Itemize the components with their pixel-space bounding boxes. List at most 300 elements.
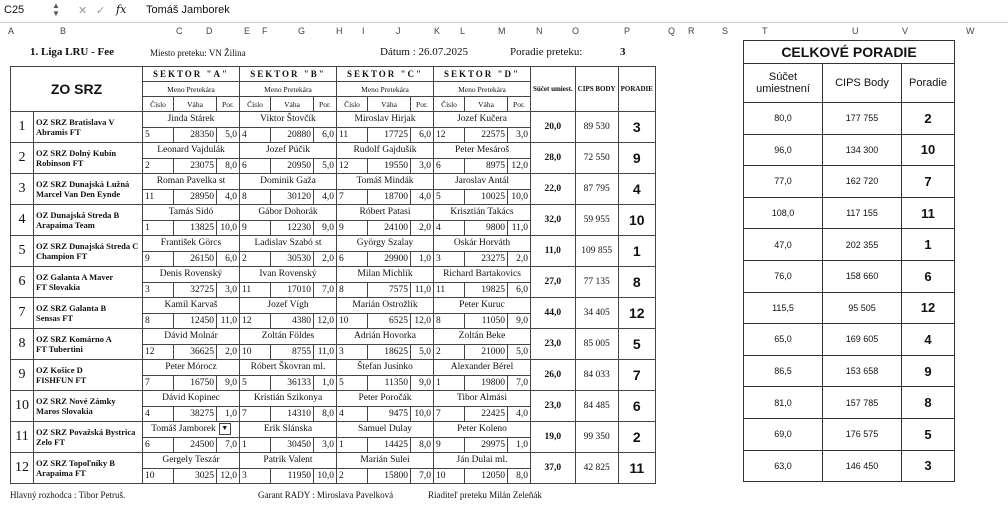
row-number[interactable]: 10 xyxy=(11,391,34,422)
sum-cell[interactable]: 28,0 xyxy=(531,143,576,174)
confirm-icon[interactable]: ✓ xyxy=(96,5,106,17)
column-header[interactable]: O xyxy=(572,26,580,36)
competitor-number[interactable]: 1 xyxy=(434,375,465,391)
competitor-placement[interactable]: 3,0 xyxy=(508,127,531,143)
overall-sum[interactable]: 86,5 xyxy=(744,355,823,387)
column-header[interactable]: W xyxy=(966,26,975,36)
place-cell[interactable]: 10 xyxy=(618,205,655,236)
competitor-placement[interactable]: 4,0 xyxy=(217,189,240,205)
sector-header[interactable]: SEKTOR "A" xyxy=(143,67,240,82)
weight-header[interactable]: Váha xyxy=(174,97,217,112)
competitor-number[interactable]: 12 xyxy=(143,344,174,360)
overall-cips[interactable]: 117 155 xyxy=(823,197,902,229)
column-header[interactable]: K xyxy=(434,26,441,36)
overall-sum[interactable]: 47,0 xyxy=(744,229,823,261)
overall-place[interactable]: 5 xyxy=(902,418,955,450)
competitor-placement[interactable]: 2,0 xyxy=(314,251,337,267)
competitor-name[interactable] xyxy=(337,143,434,159)
competitor-placement[interactable]: 11,0 xyxy=(217,313,240,329)
team-name[interactable] xyxy=(34,205,143,236)
competitor-number[interactable]: 10 xyxy=(337,313,368,329)
competitor-number[interactable]: 8 xyxy=(337,282,368,298)
competitor-weight[interactable]: 20950 xyxy=(271,158,314,174)
competitor-name[interactable] xyxy=(240,267,337,283)
row-number[interactable]: 6 xyxy=(11,267,34,298)
competitor-weight[interactable]: 29900 xyxy=(368,251,411,267)
overall-cips[interactable]: 153 658 xyxy=(823,355,902,387)
competitor-placement[interactable]: 6,0 xyxy=(411,127,434,143)
column-header[interactable]: H xyxy=(336,26,343,36)
competitor-placement[interactable]: 1,0 xyxy=(314,375,337,391)
competitor-name[interactable] xyxy=(143,174,240,190)
column-header[interactable]: A xyxy=(8,26,15,36)
competitor-name-header[interactable]: Meno Pretekára xyxy=(143,82,240,97)
competitor-placement[interactable]: 5,0 xyxy=(314,158,337,174)
competitor-placement[interactable]: 3,0 xyxy=(314,437,337,453)
competitor-number[interactable]: 10 xyxy=(143,468,174,484)
sector-header[interactable]: SEKTOR "D" xyxy=(434,67,531,82)
sum-cell[interactable]: 37,0 xyxy=(531,453,576,484)
competitor-placement[interactable]: 1,0 xyxy=(508,437,531,453)
competitor-number[interactable]: 5 xyxy=(240,375,271,391)
cips-cell[interactable]: 77 135 xyxy=(575,267,618,298)
row-number[interactable]: 11 xyxy=(11,422,34,453)
competitor-name[interactable] xyxy=(434,391,531,407)
overall-sum[interactable]: 69,0 xyxy=(744,418,823,450)
competitor-name[interactable] xyxy=(143,360,240,376)
competitor-placement[interactable]: 1,0 xyxy=(411,251,434,267)
column-header[interactable]: F xyxy=(262,26,268,36)
competitor-weight[interactable]: 19550 xyxy=(368,158,411,174)
competitor-name[interactable] xyxy=(337,112,434,128)
place-cell[interactable]: 1 xyxy=(618,236,655,267)
placement-header[interactable]: Por. xyxy=(217,97,240,112)
row-number[interactable]: 1 xyxy=(11,112,34,143)
competitor-weight[interactable]: 9475 xyxy=(368,406,411,422)
competitor-number[interactable]: 7 xyxy=(337,189,368,205)
competitor-weight[interactable]: 6525 xyxy=(368,313,411,329)
sum-cell[interactable]: 23,0 xyxy=(531,329,576,360)
competitor-name[interactable] xyxy=(240,143,337,159)
sum-cell[interactable]: 22,0 xyxy=(531,174,576,205)
overall-place[interactable]: 9 xyxy=(902,355,955,387)
competitor-weight[interactable]: 7575 xyxy=(368,282,411,298)
competitor-name[interactable] xyxy=(434,112,531,128)
overall-cips[interactable]: 176 575 xyxy=(823,418,902,450)
sum-cell[interactable]: 27,0 xyxy=(531,267,576,298)
competitor-name[interactable] xyxy=(434,236,531,252)
column-header[interactable]: D xyxy=(206,26,213,36)
sum-cell[interactable]: 11,0 xyxy=(531,236,576,267)
sum-cell[interactable]: 20,0 xyxy=(531,112,576,143)
competitor-number[interactable]: 11 xyxy=(143,189,174,205)
competitor-weight[interactable]: 9800 xyxy=(465,220,508,236)
number-header[interactable]: Číslo xyxy=(337,97,368,112)
competitor-name[interactable] xyxy=(143,298,240,314)
sum-cell[interactable]: 19,0 xyxy=(531,422,576,453)
competitor-name[interactable] xyxy=(337,360,434,376)
competitor-placement[interactable]: 12,0 xyxy=(217,468,240,484)
column-header[interactable]: C xyxy=(176,26,183,36)
competitor-name[interactable] xyxy=(143,422,240,438)
overall-cips[interactable]: 146 450 xyxy=(823,450,902,482)
competitor-number[interactable]: 5 xyxy=(434,189,465,205)
overall-cips[interactable]: 157 785 xyxy=(823,387,902,419)
competitor-placement[interactable]: 4,0 xyxy=(411,189,434,205)
cips-cell[interactable]: 109 855 xyxy=(575,236,618,267)
competitor-weight[interactable]: 11350 xyxy=(368,375,411,391)
row-number[interactable]: 12 xyxy=(11,453,34,484)
column-header[interactable]: B xyxy=(60,26,67,36)
competitor-name[interactable] xyxy=(143,143,240,159)
column-header[interactable]: J xyxy=(396,26,401,36)
row-number[interactable]: 8 xyxy=(11,329,34,360)
competitor-name[interactable] xyxy=(434,360,531,376)
competitor-name[interactable] xyxy=(337,329,434,345)
competitor-name[interactable] xyxy=(434,453,531,469)
competitor-placement[interactable]: 3,0 xyxy=(411,158,434,174)
competitor-placement[interactable]: 9,0 xyxy=(508,313,531,329)
competitor-placement[interactable]: 7,0 xyxy=(411,468,434,484)
team-name[interactable] xyxy=(34,360,143,391)
team-name[interactable] xyxy=(34,143,143,174)
competitor-placement[interactable]: 5,0 xyxy=(411,344,434,360)
competitor-name[interactable] xyxy=(240,298,337,314)
competitor-placement[interactable]: 10,0 xyxy=(217,220,240,236)
competitor-placement[interactable]: 5,0 xyxy=(508,344,531,360)
competitor-name-header[interactable]: Meno Pretekára xyxy=(240,82,337,97)
competitor-number[interactable]: 2 xyxy=(143,158,174,174)
competitor-weight[interactable]: 23275 xyxy=(465,251,508,267)
competitor-number[interactable]: 9 xyxy=(337,220,368,236)
team-name[interactable] xyxy=(34,329,143,360)
competitor-name[interactable] xyxy=(434,267,531,283)
competitor-number[interactable]: 3 xyxy=(240,468,271,484)
sum-cell[interactable]: 44,0 xyxy=(531,298,576,329)
overall-cips[interactable]: 95 505 xyxy=(823,292,902,324)
overall-cips[interactable]: 158 660 xyxy=(823,260,902,292)
competitor-weight[interactable]: 14310 xyxy=(271,406,314,422)
competitor-placement[interactable]: 12,0 xyxy=(508,158,531,174)
overall-place[interactable]: 11 xyxy=(902,197,955,229)
overall-place[interactable]: 10 xyxy=(902,134,955,166)
competitor-number[interactable]: 5 xyxy=(143,127,174,143)
overall-sum[interactable]: 96,0 xyxy=(744,134,823,166)
competitor-name[interactable] xyxy=(143,112,240,128)
competitor-weight[interactable]: 22425 xyxy=(465,406,508,422)
competitor-name[interactable] xyxy=(434,298,531,314)
competitor-placement[interactable]: 12,0 xyxy=(411,313,434,329)
competitor-number[interactable]: 11 xyxy=(337,127,368,143)
dropdown-arrow-icon[interactable]: ▼ xyxy=(219,423,231,435)
cancel-icon[interactable]: ✕ xyxy=(78,5,88,17)
competitor-number[interactable]: 11 xyxy=(240,282,271,298)
overall-cips[interactable]: 202 355 xyxy=(823,229,902,261)
competitor-placement[interactable]: 7,0 xyxy=(508,375,531,391)
competitor-weight[interactable]: 24100 xyxy=(368,220,411,236)
competitor-placement[interactable]: 6,0 xyxy=(217,251,240,267)
column-header[interactable]: L xyxy=(460,26,466,36)
row-number[interactable]: 4 xyxy=(11,205,34,236)
row-number[interactable]: 3 xyxy=(11,174,34,205)
competitor-number[interactable]: 3 xyxy=(143,282,174,298)
cips-cell[interactable]: 72 550 xyxy=(575,143,618,174)
competitor-name[interactable] xyxy=(143,391,240,407)
competitor-weight[interactable]: 4380 xyxy=(271,313,314,329)
competitor-number[interactable]: 6 xyxy=(143,437,174,453)
place-cell[interactable]: 7 xyxy=(618,360,655,391)
competitor-placement[interactable]: 12,0 xyxy=(314,313,337,329)
competitor-name-header[interactable]: Meno Pretekára xyxy=(434,82,531,97)
competitor-weight[interactable]: 36625 xyxy=(174,344,217,360)
column-header[interactable]: T xyxy=(762,26,768,36)
competitor-placement[interactable]: 9,0 xyxy=(314,220,337,236)
row-number[interactable]: 2 xyxy=(11,143,34,174)
weight-header[interactable]: Váha xyxy=(465,97,508,112)
competitor-name[interactable] xyxy=(337,391,434,407)
competitor-weight[interactable]: 38275 xyxy=(174,406,217,422)
cips-cell[interactable]: 34 405 xyxy=(575,298,618,329)
competitor-number[interactable]: 6 xyxy=(240,158,271,174)
competitor-placement[interactable]: 11,0 xyxy=(314,344,337,360)
competitor-weight[interactable]: 14425 xyxy=(368,437,411,453)
overall-place[interactable]: 7 xyxy=(902,166,955,198)
overall-place[interactable]: 8 xyxy=(902,387,955,419)
team-name[interactable] xyxy=(34,453,143,484)
competitor-placement[interactable]: 4,0 xyxy=(508,406,531,422)
row-number[interactable]: 5 xyxy=(11,236,34,267)
competitor-weight[interactable]: 12050 xyxy=(465,468,508,484)
competitor-weight[interactable]: 36133 xyxy=(271,375,314,391)
weight-header[interactable]: Váha xyxy=(368,97,411,112)
place-cell[interactable]: 9 xyxy=(618,143,655,174)
fx-icon[interactable]: fx xyxy=(116,3,127,16)
cips-cell[interactable]: 59 955 xyxy=(575,205,618,236)
competitor-placement[interactable]: 2,0 xyxy=(217,344,240,360)
competitor-placement[interactable]: 10,0 xyxy=(411,406,434,422)
competitor-weight[interactable]: 20880 xyxy=(271,127,314,143)
competitor-number[interactable]: 12 xyxy=(337,158,368,174)
competitor-weight[interactable]: 30530 xyxy=(271,251,314,267)
weight-header[interactable]: Váha xyxy=(271,97,314,112)
competitor-number[interactable]: 11 xyxy=(434,282,465,298)
overall-title[interactable]: CELKOVÉ PORADIE xyxy=(744,41,955,64)
column-header[interactable]: N xyxy=(536,26,543,36)
competitor-weight[interactable]: 16750 xyxy=(174,375,217,391)
sum-cell[interactable]: 23,0 xyxy=(531,391,576,422)
competitor-name[interactable] xyxy=(434,174,531,190)
competitor-number[interactable]: 8 xyxy=(434,313,465,329)
competitor-weight[interactable]: 21000 xyxy=(465,344,508,360)
competitor-weight[interactable]: 30450 xyxy=(271,437,314,453)
competitor-placement[interactable]: 8,0 xyxy=(217,158,240,174)
overall-place[interactable]: 4 xyxy=(902,324,955,356)
number-header[interactable]: Číslo xyxy=(240,97,271,112)
cips-cell[interactable]: 84 033 xyxy=(575,360,618,391)
competitor-placement[interactable]: 10,0 xyxy=(508,189,531,205)
competitor-weight[interactable]: 23075 xyxy=(174,158,217,174)
competitor-name[interactable] xyxy=(240,112,337,128)
competitor-weight[interactable]: 11050 xyxy=(465,313,508,329)
competitor-name[interactable] xyxy=(337,422,434,438)
competitor-placement[interactable]: 7,0 xyxy=(314,282,337,298)
competitor-name[interactable] xyxy=(434,422,531,438)
overall-place[interactable]: 12 xyxy=(902,292,955,324)
number-header[interactable]: Číslo xyxy=(434,97,465,112)
overall-sum[interactable]: 80,0 xyxy=(744,103,823,135)
competitor-number[interactable]: 5 xyxy=(337,375,368,391)
competitor-weight[interactable]: 17725 xyxy=(368,127,411,143)
competitor-placement[interactable]: 8,0 xyxy=(314,406,337,422)
team-name[interactable] xyxy=(34,267,143,298)
overall-sum[interactable]: 76,0 xyxy=(744,260,823,292)
competitor-name[interactable] xyxy=(143,267,240,283)
place-cell[interactable]: 4 xyxy=(618,174,655,205)
competitor-placement[interactable]: 9,0 xyxy=(411,375,434,391)
competitor-weight[interactable]: 3025 xyxy=(174,468,217,484)
competitor-number[interactable]: 2 xyxy=(240,251,271,267)
overall-place[interactable]: 3 xyxy=(902,450,955,482)
overall-sum[interactable]: 108,0 xyxy=(744,197,823,229)
place-cell[interactable]: 8 xyxy=(618,267,655,298)
overall-place-header[interactable]: Poradie xyxy=(902,64,955,103)
column-header[interactable]: I xyxy=(362,26,365,36)
competitor-number[interactable]: 9 xyxy=(143,251,174,267)
sum-cell[interactable]: 32,0 xyxy=(531,205,576,236)
placement-header[interactable]: Por. xyxy=(508,97,531,112)
column-header[interactable]: V xyxy=(902,26,909,36)
placement-header[interactable]: Por. xyxy=(411,97,434,112)
competitor-placement[interactable]: 6,0 xyxy=(508,282,531,298)
competitor-name[interactable] xyxy=(337,174,434,190)
competitor-name[interactable] xyxy=(240,236,337,252)
row-number[interactable]: 7 xyxy=(11,298,34,329)
competitor-number[interactable]: 1 xyxy=(240,437,271,453)
competitor-name[interactable] xyxy=(434,205,531,221)
competitor-name[interactable] xyxy=(337,298,434,314)
overall-sum[interactable]: 65,0 xyxy=(744,324,823,356)
column-header[interactable]: Q xyxy=(668,26,676,36)
overall-cips-header[interactable]: CIPS Body xyxy=(823,64,902,103)
competitor-placement[interactable]: 7,0 xyxy=(217,437,240,453)
place-cell[interactable]: 11 xyxy=(618,453,655,484)
competitor-weight[interactable]: 24500 xyxy=(174,437,217,453)
sum-cell[interactable]: 26,0 xyxy=(531,360,576,391)
place-cell[interactable]: 12 xyxy=(618,298,655,329)
competitor-placement[interactable]: 4,0 xyxy=(314,189,337,205)
competitor-name[interactable] xyxy=(240,360,337,376)
competitor-weight[interactable]: 8975 xyxy=(465,158,508,174)
cips-cell[interactable]: 89 530 xyxy=(575,112,618,143)
competitor-weight[interactable]: 28350 xyxy=(174,127,217,143)
place-cell[interactable]: 3 xyxy=(618,112,655,143)
competitor-placement[interactable]: 10,0 xyxy=(314,468,337,484)
team-name[interactable] xyxy=(34,236,143,267)
column-header[interactable]: U xyxy=(852,26,859,36)
competitor-weight[interactable]: 8755 xyxy=(271,344,314,360)
competitor-placement[interactable]: 2,0 xyxy=(508,251,531,267)
cips-cell[interactable]: 84 485 xyxy=(575,391,618,422)
competitor-weight[interactable]: 22575 xyxy=(465,127,508,143)
competitor-number[interactable]: 8 xyxy=(143,313,174,329)
competitor-name[interactable] xyxy=(337,453,434,469)
overall-place[interactable]: 2 xyxy=(902,103,955,135)
competitor-name[interactable] xyxy=(240,391,337,407)
overall-cips[interactable]: 177 755 xyxy=(823,103,902,135)
competitor-name[interactable] xyxy=(337,267,434,283)
team-name[interactable] xyxy=(34,112,143,143)
placement-header[interactable]: Por. xyxy=(314,97,337,112)
competitor-weight[interactable]: 32725 xyxy=(174,282,217,298)
column-header[interactable]: R xyxy=(688,26,695,36)
competitor-placement[interactable]: 2,0 xyxy=(411,220,434,236)
competitor-placement[interactable]: 11,0 xyxy=(411,282,434,298)
competitor-placement[interactable]: 9,0 xyxy=(217,375,240,391)
column-header[interactable]: E xyxy=(244,26,251,36)
competitor-weight[interactable]: 29975 xyxy=(465,437,508,453)
competitor-weight[interactable]: 30120 xyxy=(271,189,314,205)
formula-input[interactable]: Tomáš Jamborek xyxy=(146,4,230,16)
competitor-number[interactable]: 1 xyxy=(143,220,174,236)
competitor-placement[interactable]: 6,0 xyxy=(314,127,337,143)
competitor-name[interactable] xyxy=(240,205,337,221)
competitor-number[interactable]: 4 xyxy=(240,127,271,143)
competitor-weight[interactable]: 12450 xyxy=(174,313,217,329)
cips-cell[interactable]: 99 350 xyxy=(575,422,618,453)
competitor-number[interactable]: 3 xyxy=(337,344,368,360)
place-cell[interactable]: 6 xyxy=(618,391,655,422)
cips-cell[interactable]: 42 825 xyxy=(575,453,618,484)
team-name[interactable] xyxy=(34,174,143,205)
competitor-number[interactable]: 12 xyxy=(434,127,465,143)
competitor-weight[interactable]: 15800 xyxy=(368,468,411,484)
competitor-weight[interactable]: 28950 xyxy=(174,189,217,205)
competitor-name[interactable] xyxy=(337,205,434,221)
overall-place[interactable]: 1 xyxy=(902,229,955,261)
row-number[interactable]: 9 xyxy=(11,360,34,391)
place-cell[interactable]: 2 xyxy=(618,422,655,453)
column-header[interactable]: M xyxy=(498,26,506,36)
competitor-name[interactable] xyxy=(434,329,531,345)
competitor-placement[interactable]: 11,0 xyxy=(508,220,531,236)
competitor-weight[interactable]: 10025 xyxy=(465,189,508,205)
competitor-number[interactable]: 12 xyxy=(240,313,271,329)
number-header[interactable]: Číslo xyxy=(143,97,174,112)
competitor-number[interactable]: 4 xyxy=(434,220,465,236)
competitor-weight[interactable]: 11950 xyxy=(271,468,314,484)
overall-cips[interactable]: 134 300 xyxy=(823,134,902,166)
competitor-weight[interactable]: 18625 xyxy=(368,344,411,360)
competitor-weight[interactable]: 17010 xyxy=(271,282,314,298)
competitor-weight[interactable]: 13825 xyxy=(174,220,217,236)
column-header[interactable]: G xyxy=(298,26,306,36)
competitor-number[interactable]: 7 xyxy=(240,406,271,422)
competitor-number[interactable]: 10 xyxy=(240,344,271,360)
competitor-name[interactable] xyxy=(143,205,240,221)
competitor-number[interactable]: 1 xyxy=(337,437,368,453)
cips-cell[interactable]: 87 795 xyxy=(575,174,618,205)
name-box-spinner-icon[interactable]: ▲ ▼ xyxy=(52,1,60,18)
competitor-weight[interactable]: 12230 xyxy=(271,220,314,236)
overall-cips[interactable]: 169 605 xyxy=(823,324,902,356)
competitor-name[interactable] xyxy=(143,329,240,345)
cips-header[interactable]: CIPS BODY xyxy=(575,67,618,112)
competitor-number[interactable]: 4 xyxy=(337,406,368,422)
competitor-weight[interactable]: 26150 xyxy=(174,251,217,267)
competitor-number[interactable]: 7 xyxy=(143,375,174,391)
zo-srz-header[interactable]: ZO SRZ xyxy=(11,67,143,112)
competitor-number[interactable]: 2 xyxy=(337,468,368,484)
